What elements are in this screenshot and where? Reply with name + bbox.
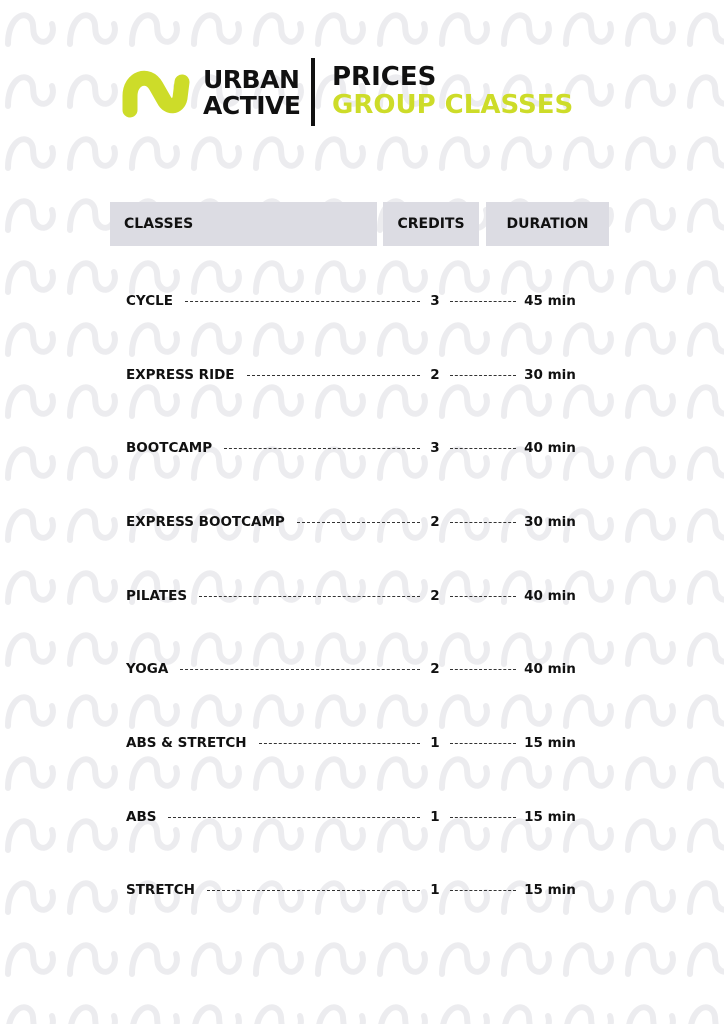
- class-name: CYCLE: [126, 293, 173, 309]
- leader-dots: [450, 669, 516, 670]
- table-row: [0, 436, 724, 460]
- page-title: PRICES: [332, 62, 437, 92]
- leader-dots: [207, 890, 420, 891]
- page-subtitle: GROUP CLASSES: [332, 90, 574, 120]
- urban-active-logo-icon: [120, 66, 196, 118]
- leader-dots: [450, 522, 516, 523]
- class-name: PILATES: [126, 588, 188, 604]
- class-duration: 15 min: [524, 809, 576, 825]
- leader-dots: [297, 522, 420, 523]
- table-row: [0, 363, 724, 387]
- leader-dots: [247, 375, 420, 376]
- leader-dots: [224, 448, 420, 449]
- leader-dots: [450, 817, 516, 818]
- class-credits: 3: [430, 440, 440, 456]
- class-duration: 40 min: [524, 440, 576, 456]
- class-duration: 30 min: [524, 367, 576, 383]
- class-credits: 2: [430, 588, 440, 604]
- table-row: [0, 878, 724, 902]
- leader-dots: [199, 596, 420, 597]
- leader-dots: [450, 448, 516, 449]
- class-duration: 15 min: [524, 735, 576, 751]
- table-row: [0, 289, 724, 313]
- class-duration: 15 min: [524, 882, 576, 898]
- table-row: [0, 584, 724, 608]
- header-credits: CREDITS: [383, 202, 479, 246]
- class-duration: 40 min: [524, 661, 576, 677]
- brand-name-line2: ACTIVE: [203, 91, 301, 120]
- leader-dots: [450, 743, 516, 744]
- table-row: [0, 657, 724, 681]
- leader-dots: [450, 596, 516, 597]
- header-divider: [311, 58, 315, 126]
- class-credits: 1: [430, 882, 440, 898]
- header-classes: CLASSES: [110, 202, 377, 246]
- class-duration: 40 min: [524, 588, 576, 604]
- class-credits: 2: [430, 661, 440, 677]
- leader-dots: [168, 817, 420, 818]
- leader-dots: [450, 301, 516, 302]
- class-credits: 2: [430, 367, 440, 383]
- class-name: ABS: [126, 809, 157, 825]
- leader-dots: [450, 890, 516, 891]
- class-name: STRETCH: [126, 882, 195, 898]
- class-duration: 30 min: [524, 514, 576, 530]
- class-name: EXPRESS BOOTCAMP: [126, 514, 285, 530]
- class-credits: 2: [430, 514, 440, 530]
- leader-dots: [450, 375, 516, 376]
- table-row: [0, 731, 724, 755]
- class-name: EXPRESS RIDE: [126, 367, 235, 383]
- class-credits: 3: [430, 293, 440, 309]
- class-name: YOGA: [126, 661, 169, 677]
- header-duration: DURATION: [486, 202, 609, 246]
- leader-dots: [180, 669, 420, 670]
- table-row: [0, 510, 724, 534]
- class-duration: 45 min: [524, 293, 576, 309]
- class-credits: 1: [430, 809, 440, 825]
- leader-dots: [259, 743, 420, 744]
- header: [0, 0, 724, 140]
- class-name: BOOTCAMP: [126, 440, 213, 456]
- brand-name-line1: URBAN: [203, 65, 300, 94]
- class-name: ABS & STRETCH: [126, 735, 247, 751]
- class-credits: 1: [430, 735, 440, 751]
- leader-dots: [185, 301, 420, 302]
- table-row: [0, 805, 724, 829]
